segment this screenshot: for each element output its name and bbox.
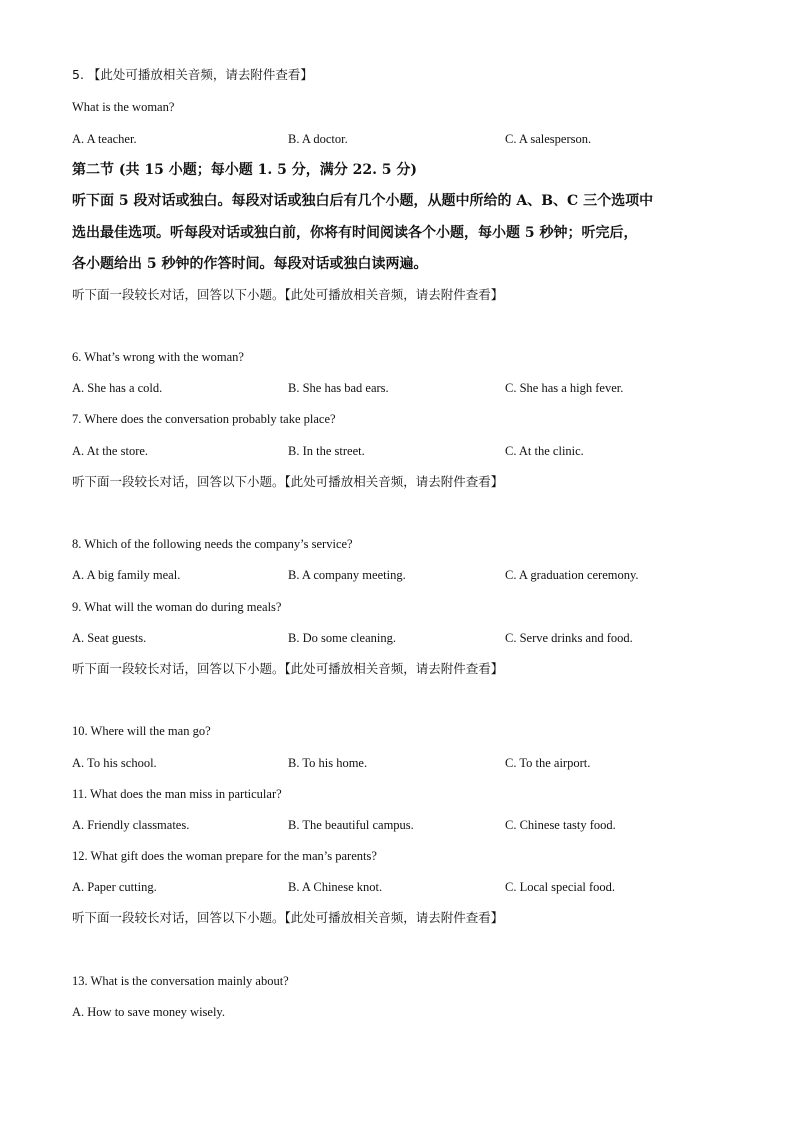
q11-option-b: B. The beautiful campus.: [288, 818, 414, 832]
q6-option-a: A. She has a cold.: [72, 381, 163, 395]
q12-option-a: A. Paper cutting.: [72, 880, 157, 894]
q5-option-a: A. A teacher.: [72, 132, 137, 146]
q9-option-a: A. Seat guests.: [72, 631, 147, 645]
q7-option-a: A. At the store.: [72, 444, 149, 458]
q5-option-b: B. A doctor.: [288, 132, 348, 146]
q8-option-b: B. A company meeting.: [288, 568, 406, 582]
q10-option-c: C. To the airport.: [505, 756, 591, 770]
q7-question: 7. Where does the conversation probably take place?: [72, 412, 336, 426]
q11-option-c: C. Chinese tasty food.: [505, 818, 616, 832]
q7-option-b: B. In the street.: [288, 444, 365, 458]
section2-title: 第二节 (共 15 小题；每小题 1. 5 分，满分 22. 5 分): [72, 162, 418, 178]
q8-option-a: A. A big family meal.: [72, 568, 181, 582]
q5-option-c: C. A salesperson.: [505, 132, 592, 146]
section2-instruction-line: 各小题给出 5 秒钟的作答时间。每段对话或独白读两遍。: [72, 256, 428, 272]
listen-prompt: 听下面一段较长对话，回答以下小题。【此处可播放相关音频，请去附件查看】: [72, 910, 504, 925]
q9-option-b: B. Do some cleaning.: [288, 631, 396, 645]
listen-prompt: 听下面一段较长对话，回答以下小题。【此处可播放相关音频，请去附件查看】: [72, 287, 504, 302]
q6-question: 6. What’s wrong with the woman?: [72, 350, 244, 364]
section2-instruction-line: 选出最佳选项。听每段对话或独白前，你将有时间阅读各个小题，每小题 5 秒钟；听完后，: [72, 225, 638, 241]
q5-question: What is the woman?: [72, 100, 175, 114]
q12-option-b: B. A Chinese knot.: [288, 880, 383, 894]
q6-option-c: C. She has a high fever.: [505, 381, 624, 395]
q9-option-c: C. Serve drinks and food.: [505, 631, 633, 645]
q10-question: 10. Where will the man go?: [72, 724, 211, 738]
q8-question: 8. Which of the following needs the company’s service?: [72, 537, 353, 551]
section2-instruction-line: 听下面 5 段对话或独白。每段对话或独白后有几个小题，从题中所给的 A、B、C 三个选项中: [72, 193, 654, 209]
q9-question: 9. What will the woman do during meals?: [72, 600, 282, 614]
q7-option-c: C. At the clinic.: [505, 444, 584, 458]
q12-question: 12. What gift does the woman prepare for the man’s parents?: [72, 849, 377, 863]
q8-option-c: C. A graduation ceremony.: [505, 568, 639, 582]
q13-question: 13. What is the conversation mainly about?: [72, 974, 289, 988]
listen-prompt: 听下面一段较长对话，回答以下小题。【此处可播放相关音频，请去附件查看】: [72, 661, 504, 676]
q13-option-a: A. How to save money wisely.: [72, 1005, 225, 1019]
q11-question: 11. What does the man miss in particular?: [72, 787, 282, 801]
q11-option-a: A. Friendly classmates.: [72, 818, 190, 832]
q10-option-b: B. To his home.: [288, 756, 368, 770]
q6-option-b: B. She has bad ears.: [288, 381, 389, 395]
q10-option-a: A. To his school.: [72, 756, 157, 770]
q5-prompt: 5. 【此处可播放相关音频，请去附件查看】: [72, 67, 313, 82]
listen-prompt: 听下面一段较长对话，回答以下小题。【此处可播放相关音频，请去附件查看】: [72, 474, 504, 489]
q12-option-c: C. Local special food.: [505, 880, 616, 894]
